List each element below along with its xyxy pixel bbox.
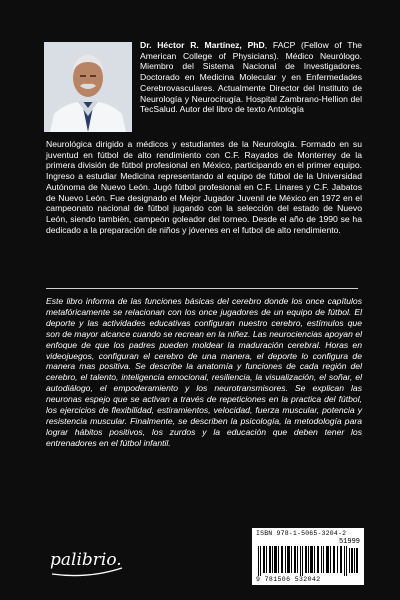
publisher-logo-swoosh-icon: [48, 548, 126, 578]
isbn-text: ISBN 978-1-5065-3204-2: [256, 530, 347, 537]
barcode-label: [252, 528, 364, 585]
barcode-number: 9 781506 532042: [256, 576, 321, 583]
book-synopsis: Este libro informa de las funciones básicas del cerebro donde los once capítulos metafóricamente se relacionan con los once jugadores de un equipo de fútbol. El deporte y las actividades educativas configuran nuestro cerebro, estímulos que son de mayor alcance cuando se recrean en la niñez. Las neurociencias apoyan el enfoque de que los padres pueden moldear la maduración cerebral. Horas en videojuegos, configuran el cerebro de una manera, el deporte lo configura de manera mas positiva. Se describe la anatomía y funciones de cada región del cerebro, el talento, inteligencia emocional, resiliencia, la visualización, el soñar, el autodiálogo, el empoderamiento y los neurotransmisores. Se explican las neuronas espejo que se activan a través de repeticiones en la practica del fútbol, los ejercicios de flexibilidad, estiramientos, velocidad, fuerza muscular, potencia y resistencia muscular. Finalmente, se describen la psicología, la metodología para lograr hábitos positivos, los zurdos y la educación que deben tener los entrenadores en el fútbol infantil.: [46, 296, 362, 448]
author-photo: [44, 42, 132, 132]
author-bio-intro: [140, 40, 362, 115]
price-code: 51999: [338, 538, 360, 546]
author-bio-intro-text: , FACP (Fellow of The American College of Physicians). Médico Neurólogo. Miembro del Sistema Nacional de Investigadores. Doctorado en Medicina Molecular y en Enfermedades Cerebrovasculares. Actualmente Director del Instituto de Neurología y Neurocirugía. Hospital Zambrano-Hellion del TecSalud. Autor del libro de texto Antología: [140, 40, 363, 115]
publisher-logo-text: palibrio.: [50, 550, 122, 570]
section-divider: [46, 288, 358, 289]
barcode-bars-icon: [256, 546, 360, 576]
author-name: Dr. Héctor R. Martínez, PhD: [140, 40, 265, 50]
author-portrait-image: [44, 42, 132, 132]
publisher-logo: [48, 548, 126, 578]
author-bio-continued: Neurológica dirigido a médicos y estudiantes de la Neurología. Formado en su juventud en fútbol de alto rendimiento con C.F. Rayados de Monterrey de la primera división de fútbol profesional en México, participando en el primer equipo. Ingreso a estudiar Medicina representando al equipo de fútbol de la Universidad Autónoma de Nuevo León. Jugó fútbol profesional en C.F. Linares y C.F. Jabatos de Nuevo León. Fue designado el Mejor Jugador Juvenil de México en 1972 en el campeonato nacional de fútbol jugando con la selección del estado de Nuevo León, siendo también, campeón goleador del torneo. Desde el año de 1990 se ha dedicado a la preparación de niños y jóvenes en el futbol de alto rendimiento.: [46, 139, 362, 235]
